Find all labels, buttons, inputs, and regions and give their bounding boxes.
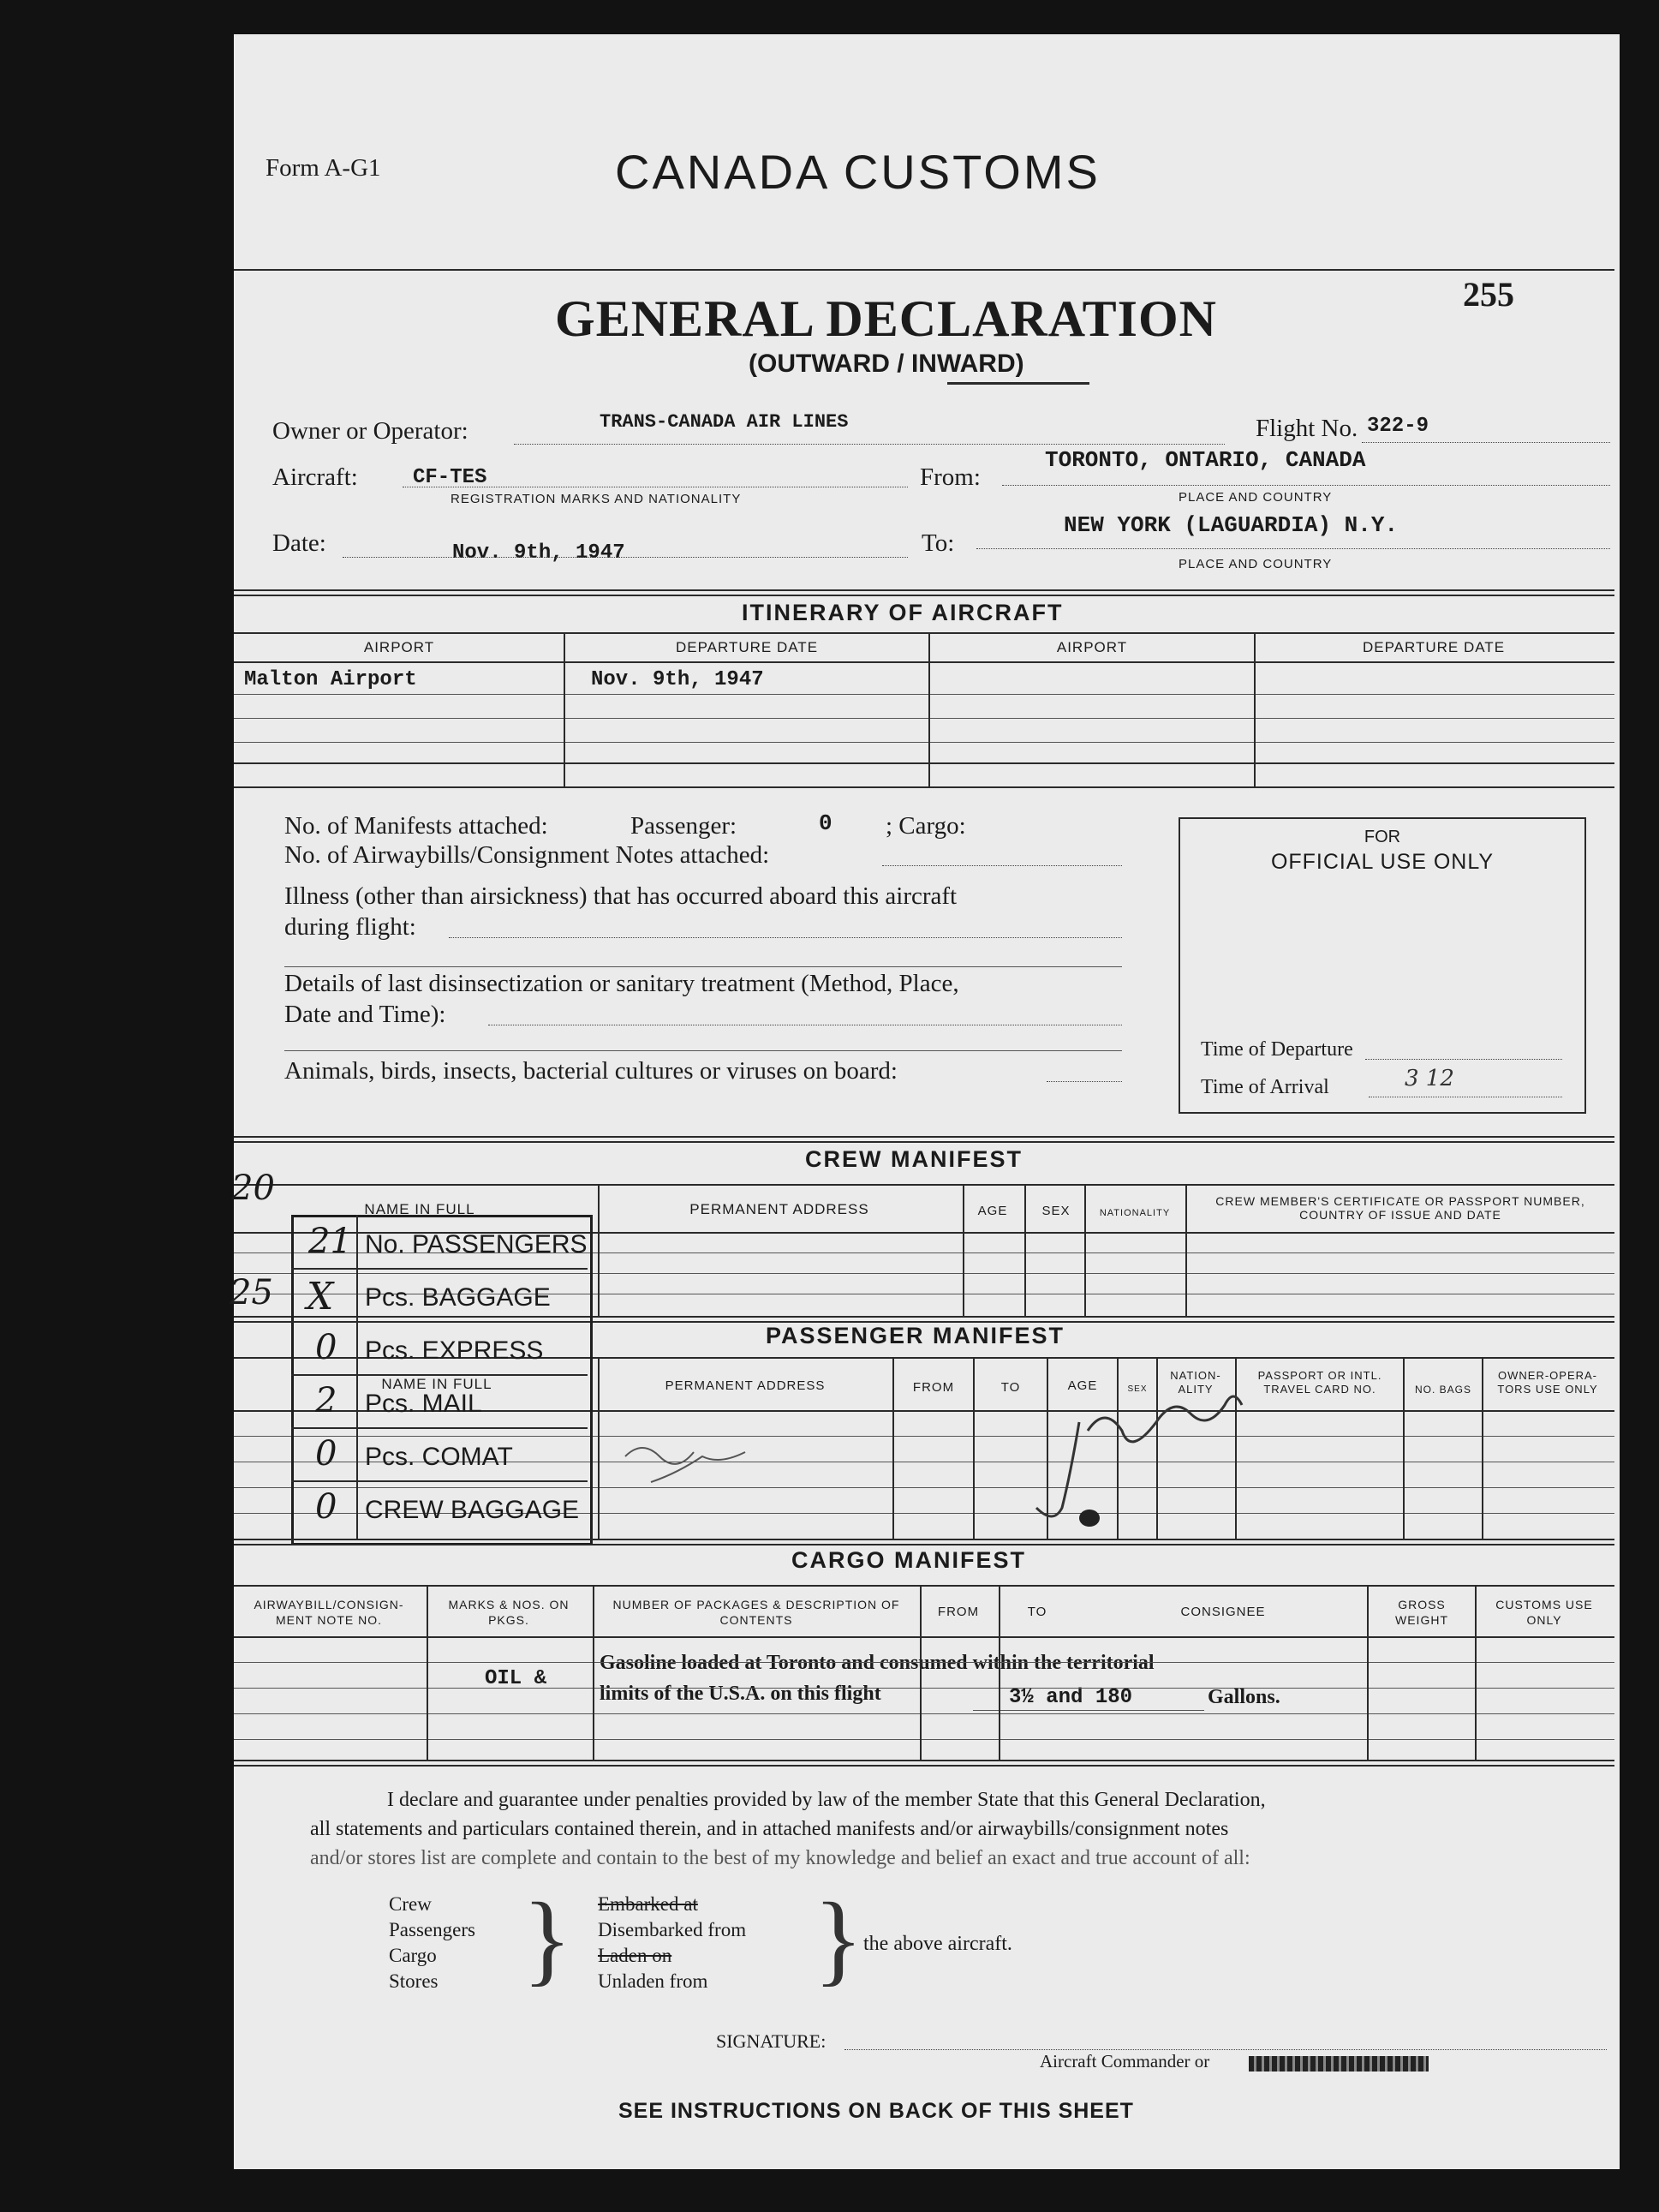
passenger-col-to: TO [1000, 1380, 1021, 1395]
owner-value: TRANS-CANADA AIR LINES [600, 411, 849, 433]
stamp-label-express: Pcs. EXPRESS [365, 1336, 544, 1365]
passenger-col-owner-use: OWNER-OPERA- TORS USE ONLY [1497, 1369, 1598, 1396]
cargo-col-customs-use: CUSTOMS USE ONLY [1495, 1598, 1593, 1627]
cargo-col-marks: MARKS & NOS. ON PKGS. [448, 1598, 570, 1627]
margin-note-1: 20 [231, 1169, 275, 1208]
stamp-label-mail: Pcs. MAIL [365, 1390, 482, 1418]
cargo-col-to: TO [1027, 1605, 1047, 1619]
crew-col-name: NAME IN FULL [364, 1201, 475, 1217]
brace-right: } [814, 1881, 863, 1995]
to-note: PLACE AND COUNTRY [1179, 557, 1333, 571]
aircraft-value: CF-TES [413, 466, 487, 489]
stamp-label-passengers: No. PASSENGERS [365, 1230, 588, 1258]
brace-left: } [522, 1881, 572, 1995]
declaration-suffix: the above aircraft. [863, 1933, 1012, 1955]
passenger-col-from: FROM [912, 1380, 955, 1395]
crew-col-sex: SEX [1041, 1204, 1071, 1218]
to-value: NEW YORK (LAGUARDIA) N.Y. [1064, 512, 1399, 538]
crew-col-certificate: CREW MEMBER'S CERTIFICATE OR PASSPORT NUMBER, COUNTRY OF ISSUE AND DATE [1215, 1194, 1585, 1222]
itinerary-airport-value: Malton Airport [244, 668, 417, 691]
cargo-manifest-label: ; Cargo: [886, 812, 966, 840]
time-arrival-value: 3 12 [1405, 1066, 1454, 1091]
cargo-oil: OIL & [485, 1667, 547, 1690]
cargo-gasoline-line-2: limits of the U.S.A. on this flight [600, 1683, 881, 1705]
time-departure-label: Time of Departure [1201, 1038, 1353, 1061]
disinsect-label-2: Date and Time): [284, 1001, 446, 1028]
declaration-line-1: I declare and guarantee under penalties provided by law of the member State that this General Declaration, [387, 1789, 1266, 1811]
passenger-manifest-value: 0 [819, 810, 832, 836]
margin-note-2: 25 [230, 1273, 273, 1312]
passenger-manifest-label: Passenger: [630, 812, 737, 840]
stamp-count-mail: 2 [315, 1381, 337, 1420]
aircraft-label: Aircraft: [272, 463, 358, 491]
stamp-count-baggage: X [307, 1275, 334, 1318]
stamp-label-comat: Pcs. COMAT [365, 1443, 513, 1471]
commander-redaction [1249, 2056, 1429, 2072]
crew-manifest-title: CREW MANIFEST [805, 1146, 1023, 1172]
itinerary-col-date-1: DEPARTURE DATE [675, 639, 819, 655]
declaration-laden: Laden on [598, 1945, 672, 1966]
airwaybills-label: No. of Airwaybills/Consignment Notes attached: [284, 841, 770, 869]
declaration-crew: Crew [389, 1893, 432, 1915]
declaration-line-3: and/or stores list are complete and contain to the best of my knowledge and belief an exact and true account of all: [310, 1847, 1250, 1869]
cargo-gas-value: 3½ and 180 [1009, 1686, 1133, 1709]
form-number: Form A-G1 [266, 154, 381, 182]
declaration-disembarked: Disembarked from [598, 1919, 747, 1940]
declaration-cargo: Cargo [389, 1945, 437, 1966]
aircraft-note: REGISTRATION MARKS AND NATIONALITY [451, 492, 742, 506]
to-label: To: [922, 529, 955, 557]
cargo-col-gross-weight: GROSS WEIGHT [1395, 1598, 1448, 1627]
illness-label: Illness (other than airsickness) that has occurred aboard this aircraft [284, 882, 958, 910]
stamp-count-crew-baggage: 0 [315, 1487, 337, 1527]
crew-col-nationality: NATIONALITY [1099, 1208, 1171, 1218]
itinerary-date-value: Nov. 9th, 1947 [591, 668, 764, 691]
passenger-col-bags: NO. BAGS [1414, 1384, 1471, 1396]
crew-col-age: AGE [977, 1204, 1008, 1218]
itinerary-col-airport-1: AIRPORT [363, 639, 435, 655]
manifests-label: No. of Manifests attached: [284, 812, 548, 840]
cargo-col-airwaybill: AIRWAYBILL/CONSIGN- MENT NOTE NO. [254, 1598, 404, 1627]
disinsect-label: Details of last disinsectization or sanitary treatment (Method, Place, [284, 970, 959, 997]
declaration-stores: Stores [389, 1970, 439, 1992]
owner-label: Owner or Operator: [272, 417, 468, 445]
passenger-col-passport: PASSPORT OR INTL. TRAVEL CARD NO. [1257, 1369, 1382, 1396]
from-value: TORONTO, ONTARIO, CANADA [1045, 447, 1366, 473]
commander-label: Aircraft Commander or [1040, 2051, 1210, 2072]
illness-label-2: during flight: [284, 913, 416, 941]
official-for: FOR [1364, 828, 1401, 846]
document-number: 255 [1463, 275, 1514, 314]
official-title: OFFICIAL USE ONLY [1270, 850, 1495, 874]
footer-instructions: SEE INSTRUCTIONS ON BACK OF THIS SHEET [618, 2099, 1134, 2123]
declaration-embarked: Embarked at [598, 1893, 698, 1915]
flight-value: 322-9 [1367, 415, 1429, 438]
cargo-col-from: FROM [937, 1605, 980, 1619]
passenger-manifest-title: PASSENGER MANIFEST [766, 1323, 1065, 1348]
itinerary-col-airport-2: AIRPORT [1056, 639, 1128, 655]
stamp-count-comat: 0 [315, 1434, 337, 1474]
page-subtitle: (OUTWARD / INWARD) [749, 350, 1024, 378]
passenger-col-sex: SEX [1127, 1384, 1148, 1394]
cargo-gas-unit: Gallons. [1208, 1686, 1280, 1708]
animals-label: Animals, birds, insects, bacterial cultures or viruses on board: [284, 1057, 898, 1085]
date-label: Date: [272, 529, 326, 557]
cargo-col-consignee: CONSIGNEE [1180, 1605, 1266, 1619]
stamp-label-baggage: Pcs. BAGGAGE [365, 1283, 551, 1312]
stamp-count-express: 0 [315, 1328, 337, 1367]
from-note: PLACE AND COUNTRY [1179, 490, 1333, 505]
itinerary-col-date-2: DEPARTURE DATE [1362, 639, 1506, 655]
cargo-col-packages: NUMBER OF PACKAGES & DESCRIPTION OF CONTENTS [612, 1598, 900, 1627]
date-value: Nov. 9th, 1947 [452, 541, 625, 565]
passenger-col-nationality: NATION- ALITY [1170, 1369, 1221, 1396]
passenger-col-age: AGE [1067, 1378, 1098, 1393]
cargo-manifest-title: CARGO MANIFEST [791, 1547, 1026, 1573]
stamp-label-crew-baggage: CREW BAGGAGE [365, 1496, 580, 1524]
handwritten-signature [600, 1371, 1439, 1542]
page-title: GENERAL DECLARATION [555, 290, 1218, 347]
itinerary-title: ITINERARY OF AIRCRAFT [742, 600, 1064, 625]
form-title: CANADA CUSTOMS [615, 145, 1101, 199]
time-arrival-label: Time of Arrival [1201, 1076, 1329, 1098]
declaration-unladen: Unladen from [598, 1970, 708, 1992]
crew-col-address: PERMANENT ADDRESS [689, 1201, 869, 1217]
signature-label: SIGNATURE: [716, 2030, 827, 2052]
stamp-count-passengers: 21 [308, 1222, 352, 1261]
from-label: From: [920, 463, 981, 491]
declaration-passengers: Passengers [389, 1919, 475, 1940]
cargo-gasoline-line-1: Gasoline loaded at Toronto and consumed within the territorial [600, 1652, 1155, 1674]
passenger-col-address: PERMANENT ADDRESS [665, 1378, 826, 1393]
declaration-line-2: all statements and particulars contained therein, and in attached manifests and/or airwaybills/consignment notes [310, 1818, 1229, 1840]
passenger-col-name: NAME IN FULL [381, 1376, 492, 1392]
flight-label: Flight No. [1256, 415, 1358, 442]
